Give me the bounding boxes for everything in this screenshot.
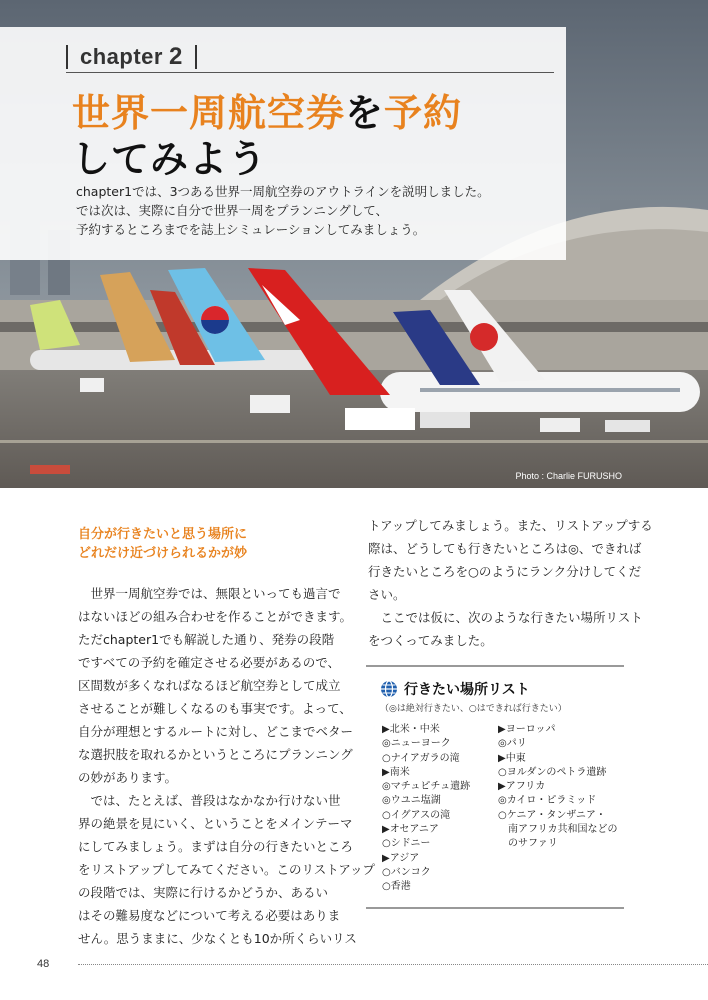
lead-line: では次は、実際に自分で世界一周をプランニングして、 (76, 203, 389, 218)
footer-rule (78, 964, 708, 965)
photo-credit: Photo : Charlie FURUSHO (515, 471, 622, 481)
list-item: ▶南米 (382, 766, 410, 778)
wish-list-box (366, 665, 624, 909)
list-item: ▶アフリカ (498, 781, 546, 793)
wish-list-column-b (498, 723, 618, 852)
body-line: 世界一周航空券では、無限といっても過言で (78, 586, 341, 601)
list-item: ▶北米・中米 (382, 724, 440, 735)
list-item: ○ナイアガラの滝 (382, 752, 460, 764)
list-item: ▶ヨーロッパ (498, 724, 556, 735)
body-line: 自分が理想とするルートに対し、どこまでベター (78, 724, 354, 739)
chapter-word: chapter (80, 44, 163, 69)
body-line: にしてみましょう。まずは自分の行きたいところ (78, 839, 354, 854)
title-segment: を (345, 91, 385, 135)
list-item: ○イグアスの滝 (382, 809, 451, 821)
body-line: 際は、どうしても行きたいところは◎、できれば (368, 541, 642, 556)
list-item: ○シドニー (382, 838, 431, 850)
list-item: のサファリ (498, 838, 558, 850)
page-title-line2: してみよう (72, 137, 268, 181)
chapter-bar-right (195, 45, 197, 69)
list-item: ○香港 (382, 881, 411, 893)
chapter-label (66, 44, 197, 70)
body-column-left (78, 582, 375, 950)
list-item: ○ヨルダンのペトラ遺跡 (498, 766, 607, 778)
lead-line: chapter1では、3つある世界一周航空券のアウトラインを説明しました。 (76, 184, 490, 199)
list-item: ◎ニューヨーク (382, 738, 451, 750)
body-line: ここでは仮に、次のような行きたい場所リスト (368, 610, 643, 625)
globe-icon (380, 680, 398, 698)
chapter-text (68, 43, 195, 71)
wish-list-note: （◎は絶対行きたい、○はできれば行きたい） (380, 704, 567, 714)
list-item: ○バンコク (382, 866, 431, 878)
page-number: 48 (37, 958, 50, 970)
body-line: をつくってみました。 (368, 633, 493, 648)
body-line: はその難易度などについて考える必要はありま (78, 908, 341, 923)
list-item: ◎カイロ・ピラミッド (498, 795, 597, 807)
wish-list-title: 行きたい場所リスト (404, 682, 530, 698)
lead-paragraph (76, 182, 490, 239)
section-heading-line: 自分が行きたいと思う場所に (78, 527, 248, 542)
chapter-number: 2 (168, 43, 183, 70)
title-segment: 世界一周航空券 (72, 91, 346, 135)
body-line: 行きたいところを○のようにランク分けしてくだ (368, 564, 642, 579)
body-column-right (368, 514, 653, 652)
section-heading-line: どれだけ近づけられるかが妙 (78, 546, 248, 561)
body-line: さい。 (368, 587, 406, 602)
list-item: ○ケニア・タンザニア・ (498, 809, 606, 821)
chapter-rule (66, 72, 554, 73)
list-item: ▶オセアニア (382, 824, 439, 836)
lead-line: 予約するところまでを誌上シミュレーションしてみましょう。 (76, 222, 426, 237)
body-line: な選択肢を取れるかというところにプランニング (78, 747, 353, 762)
list-item: ◎ウユニ塩湖 (382, 795, 441, 807)
wish-list-header (380, 679, 530, 699)
body-line: 界の絶景を見にいく、ということをメインテーマ (78, 816, 353, 831)
body-line: ですべての予約を確定させる必要があるので、 (78, 655, 341, 670)
body-line: トアップしてみましょう。また、リストアップする (368, 518, 653, 533)
list-item: ◎マチュピチュ遺跡 (382, 781, 471, 793)
body-line: の段階では、実際に行けるかどうか、あるい (78, 885, 329, 900)
body-line: させることが難しくなるのも事実です。よって、 (78, 701, 352, 716)
body-line: をリストアップしてみてください。このリストアップ (78, 862, 376, 877)
body-line: の妙があります。 (78, 770, 178, 785)
title-segment: 予約 (384, 91, 463, 135)
body-line: ただchapter1でも解説した通り、発券の段階 (78, 632, 335, 647)
body-line: では、たとえば、普段はなかなか行けない世 (78, 793, 341, 808)
section-heading (78, 525, 247, 563)
list-item: 南アフリカ共和国などの (498, 824, 618, 836)
body-line: 区間数が多くなればなるほど航空券として成立 (78, 678, 341, 693)
list-item: ◎パリ (498, 738, 527, 750)
wish-list-column-a (382, 723, 470, 895)
body-line: せん。思うままに、少なくとも10か所くらいリス (78, 931, 357, 946)
body-line: はないほどの組み合わせを作ることができます。 (78, 609, 353, 624)
list-item: ▶アジア (382, 852, 420, 864)
list-item: ▶中東 (498, 752, 526, 764)
